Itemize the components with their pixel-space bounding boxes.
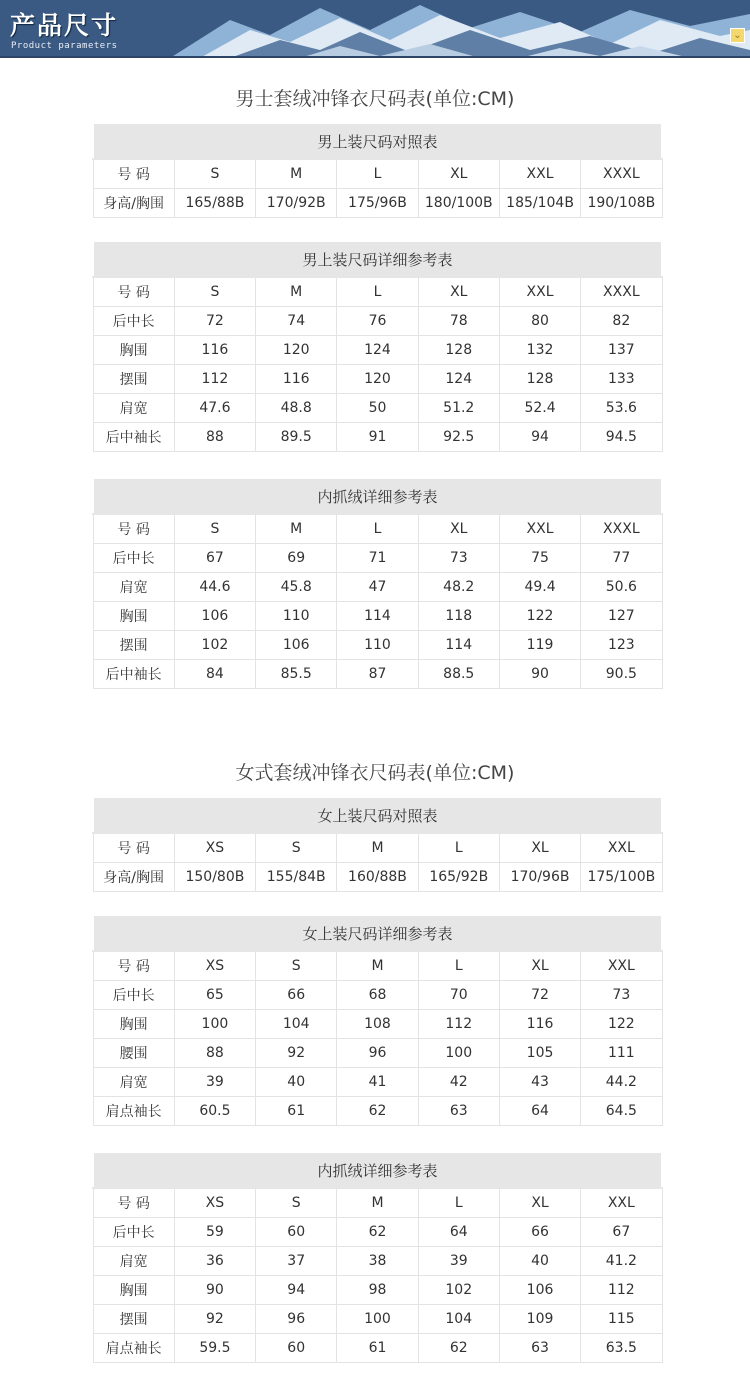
table-row	[93, 602, 662, 631]
value-cell: 74	[256, 307, 337, 336]
value-cell: 87	[337, 660, 418, 689]
value-cell: 42	[418, 1068, 499, 1097]
value-cell: 104	[418, 1305, 499, 1334]
table-row	[93, 1334, 662, 1363]
value-cell: 115	[581, 1305, 662, 1334]
row-label-cell: 后中袖长	[93, 423, 174, 452]
value-cell: 112	[174, 365, 255, 394]
value-cell: 92.5	[418, 423, 499, 452]
value-cell: 78	[418, 307, 499, 336]
row-label-cell: 肩宽	[93, 1247, 174, 1276]
value-cell: S	[256, 951, 337, 981]
value-cell: 63	[418, 1097, 499, 1126]
value-cell: XL	[499, 1188, 580, 1218]
value-cell: 39	[418, 1247, 499, 1276]
value-cell: 59	[174, 1218, 255, 1247]
value-cell: XXL	[499, 514, 580, 544]
value-cell: 82	[581, 307, 662, 336]
table-row	[93, 1247, 662, 1276]
row-label-cell: 后中长	[93, 1218, 174, 1247]
value-cell: 123	[581, 631, 662, 660]
value-cell: 51.2	[418, 394, 499, 423]
value-cell: 47	[337, 573, 418, 602]
banner-subtitle: Product parameters	[11, 41, 118, 51]
row-label-cell: 号 码	[93, 1188, 174, 1218]
value-cell: 190/108B	[581, 189, 662, 218]
value-cell: 180/100B	[418, 189, 499, 218]
table-row	[93, 1068, 662, 1097]
table-caption: 男上装尺码对照表	[93, 123, 662, 159]
value-cell: 72	[174, 307, 255, 336]
value-cell: 49.4	[499, 573, 580, 602]
value-cell: 88	[174, 1039, 255, 1068]
value-cell: 62	[418, 1334, 499, 1363]
women-fleece-detail-table	[92, 1151, 663, 1363]
row-label-cell: 腰围	[93, 1039, 174, 1068]
value-cell: 112	[418, 1010, 499, 1039]
value-cell: 105	[499, 1039, 580, 1068]
value-cell: 106	[174, 602, 255, 631]
value-cell: M	[337, 1188, 418, 1218]
value-cell: 102	[174, 631, 255, 660]
value-cell: 36	[174, 1247, 255, 1276]
row-label-cell: 摆围	[93, 1305, 174, 1334]
row-label-cell: 摆围	[93, 631, 174, 660]
row-label-cell: 号 码	[93, 277, 174, 307]
value-cell: 89.5	[256, 423, 337, 452]
value-cell: M	[337, 833, 418, 863]
value-cell: XXXL	[581, 159, 662, 189]
table-row	[93, 423, 662, 452]
table-row	[93, 1305, 662, 1334]
table-row	[93, 189, 662, 218]
men-fleece-detail-table	[92, 477, 663, 689]
value-cell: 155/84B	[256, 863, 337, 892]
value-cell: 120	[337, 365, 418, 394]
value-cell: 128	[418, 336, 499, 365]
value-cell: 67	[174, 544, 255, 573]
value-cell: 112	[581, 1276, 662, 1305]
value-cell: 124	[337, 336, 418, 365]
value-cell: M	[256, 277, 337, 307]
value-cell: 41	[337, 1068, 418, 1097]
table-row	[93, 631, 662, 660]
value-cell: 39	[174, 1068, 255, 1097]
value-cell: 185/104B	[499, 189, 580, 218]
value-cell: 116	[499, 1010, 580, 1039]
table-row	[93, 660, 662, 689]
table-caption: 内抓绒详细参考表	[93, 478, 662, 514]
table-header-row	[93, 951, 662, 981]
banner-title: 产品尺寸	[10, 11, 119, 40]
value-cell: 170/92B	[256, 189, 337, 218]
value-cell: 91	[337, 423, 418, 452]
value-cell: 90.5	[581, 660, 662, 689]
value-cell: S	[256, 833, 337, 863]
value-cell: XL	[499, 951, 580, 981]
value-cell: 92	[256, 1039, 337, 1068]
value-cell: 132	[499, 336, 580, 365]
value-cell: 94	[499, 423, 580, 452]
value-cell: XXL	[581, 951, 662, 981]
value-cell: 65	[174, 981, 255, 1010]
value-cell: 77	[581, 544, 662, 573]
value-cell: 66	[256, 981, 337, 1010]
value-cell: XS	[174, 833, 255, 863]
value-cell: 75	[499, 544, 580, 573]
value-cell: 47.6	[174, 394, 255, 423]
value-cell: 165/88B	[174, 189, 255, 218]
row-label-cell: 胸围	[93, 336, 174, 365]
women-section-title: 女式套绒冲锋衣尺码表(单位:CM)	[235, 762, 515, 784]
table-row	[93, 1010, 662, 1039]
row-label-cell: 肩宽	[93, 573, 174, 602]
value-cell: 100	[174, 1010, 255, 1039]
value-cell: 53.6	[581, 394, 662, 423]
value-cell: 104	[256, 1010, 337, 1039]
value-cell: XS	[174, 951, 255, 981]
table-row	[93, 1276, 662, 1305]
value-cell: XXL	[499, 277, 580, 307]
value-cell: 43	[499, 1068, 580, 1097]
table-row	[93, 1039, 662, 1068]
value-cell: 69	[256, 544, 337, 573]
row-label-cell: 肩宽	[93, 1068, 174, 1097]
value-cell: M	[256, 159, 337, 189]
value-cell: 80	[499, 307, 580, 336]
value-cell: M	[256, 514, 337, 544]
value-cell: 106	[499, 1276, 580, 1305]
table-caption: 女上装尺码详细参考表	[93, 915, 662, 951]
value-cell: 73	[581, 981, 662, 1010]
table-caption: 男上装尺码详细参考表	[93, 241, 662, 277]
table-row	[93, 981, 662, 1010]
table-header-row	[93, 159, 662, 189]
value-cell: L	[418, 833, 499, 863]
value-cell: 108	[337, 1010, 418, 1039]
value-cell: 72	[499, 981, 580, 1010]
value-cell: 100	[337, 1305, 418, 1334]
value-cell: L	[418, 1188, 499, 1218]
row-label-cell: 肩点袖长	[93, 1334, 174, 1363]
value-cell: 40	[256, 1068, 337, 1097]
value-cell: 48.8	[256, 394, 337, 423]
value-cell: 165/92B	[418, 863, 499, 892]
value-cell: 114	[337, 602, 418, 631]
value-cell: 63.5	[581, 1334, 662, 1363]
value-cell: 64.5	[581, 1097, 662, 1126]
value-cell: 109	[499, 1305, 580, 1334]
value-cell: XL	[418, 159, 499, 189]
value-cell: 50	[337, 394, 418, 423]
value-cell: 160/88B	[337, 863, 418, 892]
value-cell: XXXL	[581, 514, 662, 544]
row-label-cell: 身高/胸围	[93, 863, 174, 892]
value-cell: 110	[337, 631, 418, 660]
value-cell: 38	[337, 1247, 418, 1276]
row-label-cell: 后中袖长	[93, 660, 174, 689]
value-cell: 67	[581, 1218, 662, 1247]
row-label-cell: 号 码	[93, 159, 174, 189]
value-cell: 61	[337, 1334, 418, 1363]
row-label-cell: 摆围	[93, 365, 174, 394]
value-cell: 175/100B	[581, 863, 662, 892]
row-label-cell: 胸围	[93, 1010, 174, 1039]
table-row	[93, 863, 662, 892]
table-row	[93, 307, 662, 336]
value-cell: 59.5	[174, 1334, 255, 1363]
header-banner	[0, 0, 750, 58]
women-size-detail-table	[92, 914, 663, 1126]
value-cell: 37	[256, 1247, 337, 1276]
table-row	[93, 365, 662, 394]
value-cell: 137	[581, 336, 662, 365]
table-header-row	[93, 277, 662, 307]
value-cell: XXL	[581, 833, 662, 863]
value-cell: 94	[256, 1276, 337, 1305]
value-cell: 68	[337, 981, 418, 1010]
value-cell: 114	[418, 631, 499, 660]
value-cell: 175/96B	[337, 189, 418, 218]
value-cell: XL	[499, 833, 580, 863]
value-cell: XXXL	[581, 277, 662, 307]
value-cell: XXL	[581, 1188, 662, 1218]
value-cell: 85.5	[256, 660, 337, 689]
value-cell: 64	[418, 1218, 499, 1247]
value-cell: XL	[418, 514, 499, 544]
value-cell: 119	[499, 631, 580, 660]
value-cell: 127	[581, 602, 662, 631]
value-cell: S	[174, 277, 255, 307]
value-cell: 106	[256, 631, 337, 660]
value-cell: 133	[581, 365, 662, 394]
value-cell: 71	[337, 544, 418, 573]
value-cell: 60	[256, 1218, 337, 1247]
men-size-compare-table	[92, 122, 663, 218]
value-cell: M	[337, 951, 418, 981]
row-label-cell: 号 码	[93, 951, 174, 981]
value-cell: 170/96B	[499, 863, 580, 892]
table-row	[93, 544, 662, 573]
value-cell: 41.2	[581, 1247, 662, 1276]
row-label-cell: 胸围	[93, 602, 174, 631]
value-cell: 84	[174, 660, 255, 689]
table-header-row	[93, 1188, 662, 1218]
value-cell: 64	[499, 1097, 580, 1126]
row-label-cell: 胸围	[93, 1276, 174, 1305]
row-label-cell: 号 码	[93, 514, 174, 544]
value-cell: 110	[256, 602, 337, 631]
value-cell: 76	[337, 307, 418, 336]
value-cell: 66	[499, 1218, 580, 1247]
chevron-down-icon: ⌄	[730, 28, 745, 43]
value-cell: 96	[337, 1039, 418, 1068]
value-cell: S	[174, 514, 255, 544]
value-cell: S	[174, 159, 255, 189]
value-cell: 96	[256, 1305, 337, 1334]
row-label-cell: 肩点袖长	[93, 1097, 174, 1126]
value-cell: 100	[418, 1039, 499, 1068]
value-cell: L	[418, 951, 499, 981]
value-cell: 88	[174, 423, 255, 452]
table-row	[93, 573, 662, 602]
table-header-row	[93, 514, 662, 544]
value-cell: 60	[256, 1334, 337, 1363]
value-cell: 63	[499, 1334, 580, 1363]
row-label-cell: 后中长	[93, 544, 174, 573]
value-cell: 48.2	[418, 573, 499, 602]
value-cell: 62	[337, 1218, 418, 1247]
men-size-detail-table	[92, 240, 663, 452]
value-cell: L	[337, 514, 418, 544]
row-label-cell: 后中长	[93, 307, 174, 336]
table-row	[93, 336, 662, 365]
value-cell: 98	[337, 1276, 418, 1305]
value-cell: 90	[499, 660, 580, 689]
value-cell: 60.5	[174, 1097, 255, 1126]
value-cell: XS	[174, 1188, 255, 1218]
value-cell: 150/80B	[174, 863, 255, 892]
women-size-compare-table	[92, 796, 663, 892]
value-cell: 40	[499, 1247, 580, 1276]
value-cell: 50.6	[581, 573, 662, 602]
value-cell: 120	[256, 336, 337, 365]
value-cell: XL	[418, 277, 499, 307]
value-cell: L	[337, 277, 418, 307]
value-cell: 122	[499, 602, 580, 631]
row-label-cell: 身高/胸围	[93, 189, 174, 218]
table-caption: 内抓绒详细参考表	[93, 1152, 662, 1188]
row-label-cell: 号 码	[93, 833, 174, 863]
value-cell: 45.8	[256, 573, 337, 602]
table-row	[93, 1097, 662, 1126]
value-cell: 44.2	[581, 1068, 662, 1097]
row-label-cell: 后中长	[93, 981, 174, 1010]
value-cell: 94.5	[581, 423, 662, 452]
table-header-row	[93, 833, 662, 863]
value-cell: 88.5	[418, 660, 499, 689]
value-cell: 122	[581, 1010, 662, 1039]
value-cell: S	[256, 1188, 337, 1218]
value-cell: 102	[418, 1276, 499, 1305]
value-cell: 116	[174, 336, 255, 365]
value-cell: XXL	[499, 159, 580, 189]
value-cell: 61	[256, 1097, 337, 1126]
value-cell: 44.6	[174, 573, 255, 602]
value-cell: 52.4	[499, 394, 580, 423]
value-cell: 116	[256, 365, 337, 394]
row-label-cell: 肩宽	[93, 394, 174, 423]
men-section-title: 男士套绒冲锋衣尺码表(单位:CM)	[235, 88, 515, 110]
value-cell: 73	[418, 544, 499, 573]
value-cell: 128	[499, 365, 580, 394]
value-cell: 90	[174, 1276, 255, 1305]
value-cell: 124	[418, 365, 499, 394]
table-row	[93, 394, 662, 423]
table-caption: 女上装尺码对照表	[93, 797, 662, 833]
value-cell: 62	[337, 1097, 418, 1126]
value-cell: 111	[581, 1039, 662, 1068]
value-cell: 92	[174, 1305, 255, 1334]
value-cell: 70	[418, 981, 499, 1010]
value-cell: L	[337, 159, 418, 189]
value-cell: 118	[418, 602, 499, 631]
table-row	[93, 1218, 662, 1247]
